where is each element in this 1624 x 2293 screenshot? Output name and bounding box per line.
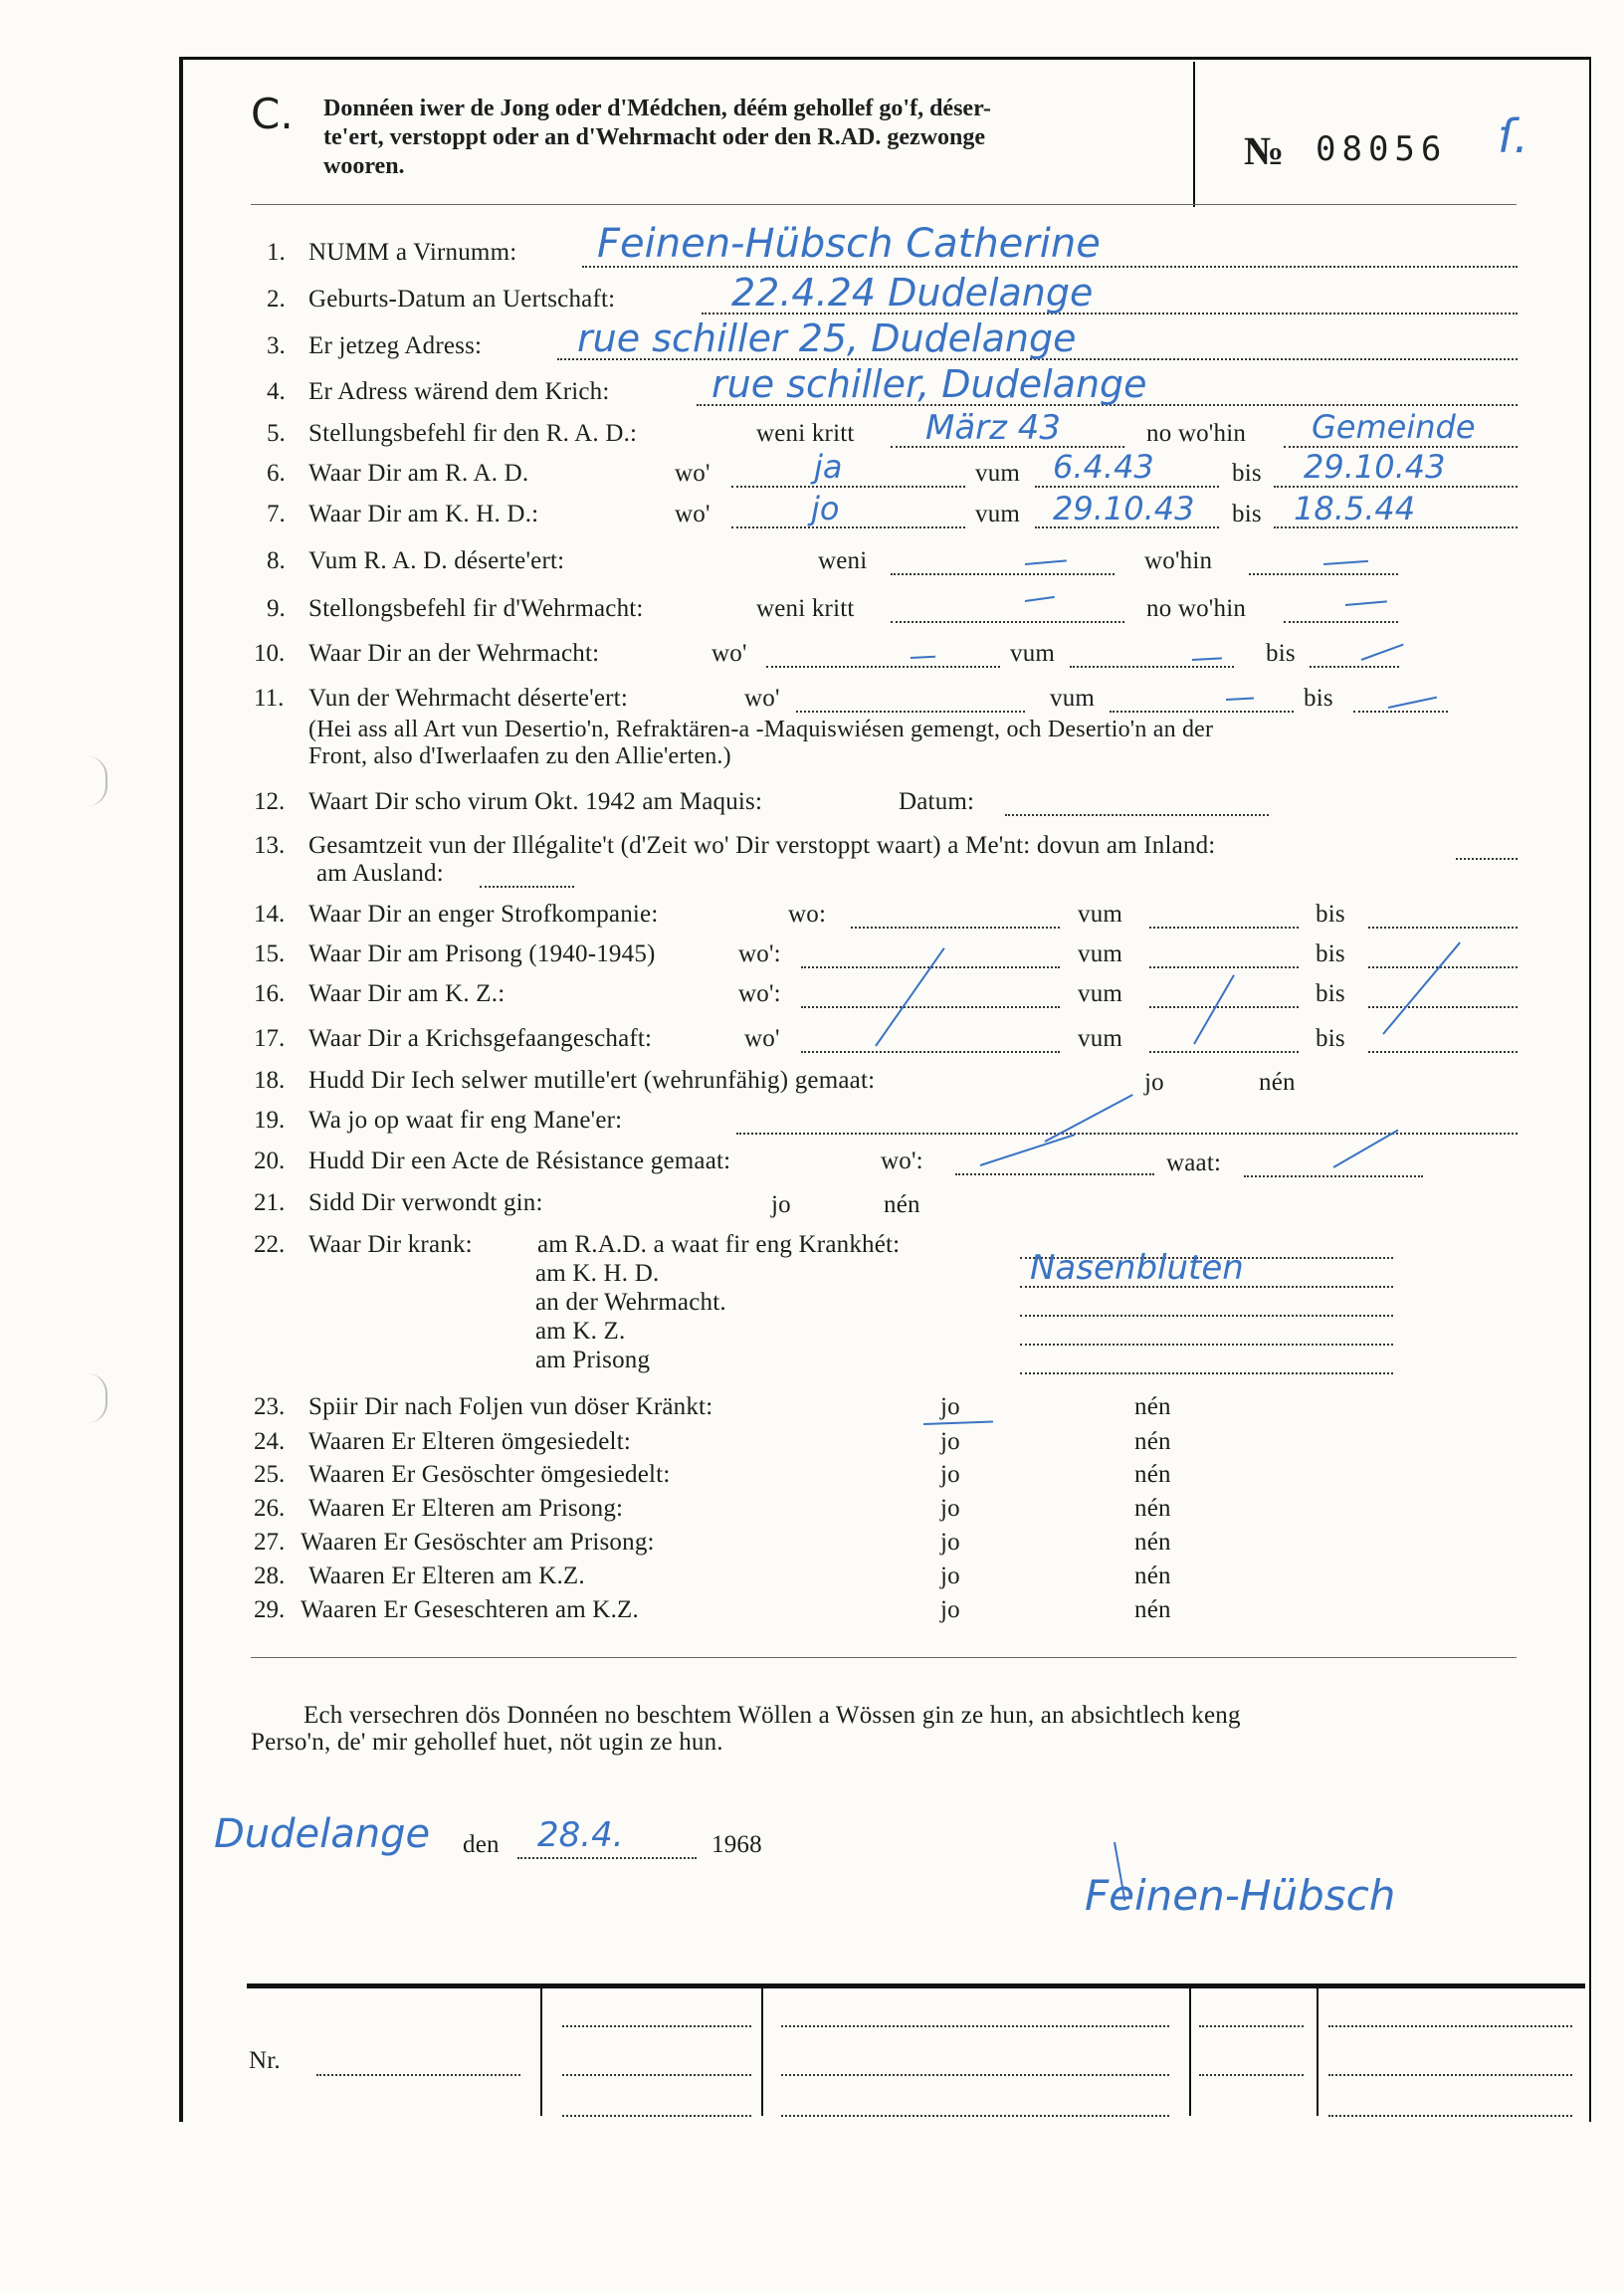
- illness-label: Waar Dir krank:: [308, 1231, 473, 1258]
- wehrmacht-order-label: Stellongsbefehl fir d'Wehrmacht:: [308, 595, 644, 622]
- kz-wo-label: wo':: [738, 980, 781, 1007]
- penal-company-vum-label: vum: [1078, 901, 1123, 928]
- footer-table-divider-4: [1317, 1986, 1319, 2116]
- manner-line: [736, 1133, 1518, 1135]
- self-mutilation-label: Hudd Dir Iech selwer mutille'ert (wehrunfähig) gemaat:: [308, 1067, 876, 1094]
- wehrmacht-desertion-wo-line: [796, 711, 1025, 713]
- title-line-2: te'ert, verstoppt oder an d'Wehrmacht oder den R.AD. gezwonge: [323, 124, 986, 150]
- maquis-label: Waart Dir scho virum Okt. 1942 am Maquis:: [308, 788, 763, 815]
- khd-bis-label: bis: [1232, 501, 1262, 527]
- siblings-kz-jo[interactable]: jo: [940, 1596, 960, 1623]
- row-number: 27.: [254, 1529, 286, 1556]
- illegality-label: Gesamtzeit vun der Illégalite't (d'Zeit wo' Dir verstoppt waart) a Me'nt: dovun am Inland:: [308, 832, 1216, 859]
- illness-prison-label: am Prisong: [535, 1347, 651, 1373]
- footer-col2-line-1: [562, 2025, 751, 2027]
- row-number: 18.: [254, 1067, 286, 1094]
- pow-label: Waar Dir a Krichsgefaangeschaft:: [308, 1025, 653, 1052]
- rad-wo-label: wo': [675, 460, 710, 487]
- row-number: 21.: [254, 1189, 286, 1216]
- illegality-inland-line: [1456, 858, 1518, 860]
- footer-col4-line-2: [1199, 2074, 1304, 2076]
- siblings-kz-nen[interactable]: nén: [1134, 1596, 1171, 1623]
- name-value[interactable]: Feinen-Hübsch Catherine: [597, 221, 1101, 267]
- parents-prison-nen[interactable]: nén: [1134, 1495, 1171, 1522]
- row-number: 7.: [267, 501, 286, 527]
- footer-table-divider-3: [1189, 1986, 1191, 2116]
- rad-vum-line: [1035, 486, 1219, 488]
- resistance-waat-label: waat:: [1166, 1149, 1222, 1176]
- footer-col4-line-1: [1199, 2025, 1304, 2027]
- penal-company-label: Waar Dir an enger Strofkompanie:: [308, 901, 659, 928]
- header-divider: [1193, 62, 1195, 207]
- footer-col5-line-1: [1328, 2025, 1572, 2027]
- prison-label: Waar Dir am Prisong (1940-1945): [308, 940, 656, 967]
- kz-vum-line: [1149, 1006, 1299, 1008]
- rad-wo-value[interactable]: ja: [814, 448, 843, 486]
- illness-khd-value[interactable]: Nasenbluten: [1030, 1248, 1244, 1288]
- current-address-label: Er jetzeg Adress:: [308, 332, 483, 359]
- current-address-value[interactable]: rue schiller 25, Dudelange: [577, 316, 1077, 360]
- parents-prison-jo[interactable]: jo: [940, 1495, 960, 1522]
- signature-value[interactable]: Feinen-Hübsch: [1085, 1871, 1396, 1920]
- pow-wo-line: [801, 1051, 1060, 1053]
- row-number: 28.: [254, 1563, 286, 1589]
- siblings-resettled-jo[interactable]: jo: [940, 1461, 960, 1488]
- self-mutilation-jo[interactable]: jo: [1144, 1069, 1164, 1096]
- wehrmacht-label: Waar Dir an der Wehrmacht:: [308, 640, 600, 667]
- khd-wo-line: [731, 526, 965, 528]
- kz-bis-line: [1368, 1006, 1518, 1008]
- footer-col5-line-2: [1328, 2074, 1572, 2076]
- wehrmacht-desertion-label: Vun der Wehrmacht déserte'ert:: [308, 685, 628, 712]
- wehrmacht-order-when-line: [891, 621, 1124, 623]
- rad-desertion-label: Vum R. A. D. déserte'ert:: [308, 547, 565, 574]
- wehrmacht-bis-label: bis: [1266, 640, 1296, 667]
- title-line-1: Donnéen iwer de Jong oder d'Médchen, déém gehollef go'f, déser-: [323, 96, 991, 121]
- rad-bis-value[interactable]: 29.10.43: [1304, 448, 1446, 486]
- wounded-label: Sidd Dir verwondt gin:: [308, 1189, 543, 1216]
- parents-resettled-label: Waaren Er Elteren ömgesiedelt:: [308, 1428, 631, 1455]
- prison-bis-label: bis: [1316, 940, 1345, 967]
- rad-order-nowohin-label: no wo'hin: [1146, 420, 1247, 447]
- parents-kz-label: Waaren Er Elteren am K.Z.: [308, 1563, 585, 1589]
- kz-label: Waar Dir am K. Z.:: [308, 980, 506, 1007]
- parents-kz-nen[interactable]: nén: [1134, 1563, 1171, 1589]
- row-number: 8.: [267, 547, 286, 574]
- wehrmacht-vum-line: [1070, 666, 1234, 668]
- signature-date-line: [517, 1857, 697, 1859]
- row-number: 29.: [254, 1596, 286, 1623]
- penal-company-bis-line: [1368, 927, 1518, 929]
- penal-company-vum-line: [1149, 927, 1299, 929]
- row-number: 25.: [254, 1461, 286, 1488]
- footer-table-divider-1: [540, 1986, 542, 2116]
- siblings-resettled-nen[interactable]: nén: [1134, 1461, 1171, 1488]
- rad-desertion-when-line: [891, 573, 1115, 575]
- row-number: 17.: [254, 1025, 286, 1052]
- pow-wo-label: wo': [744, 1025, 780, 1052]
- pow-vum-label: vum: [1078, 1025, 1123, 1052]
- pow-vum-line: [1149, 1051, 1299, 1053]
- rad-desertion-wohin-label: wo'hin: [1144, 547, 1213, 574]
- parents-resettled-jo[interactable]: jo: [940, 1428, 960, 1455]
- wehrmacht-order-weni-label: weni kritt: [756, 595, 855, 622]
- khd-vum-value[interactable]: 29.10.43: [1053, 490, 1195, 527]
- penal-company-wo-line: [851, 927, 1060, 929]
- resistance-wo-label: wo':: [881, 1147, 923, 1174]
- row-number: 20.: [254, 1147, 286, 1174]
- maquis-datum-label: Datum:: [899, 788, 975, 815]
- resistance-waat-line: [1244, 1175, 1423, 1177]
- footer-table-top: [247, 1983, 1585, 1988]
- war-address-value[interactable]: rue schiller, Dudelange: [711, 362, 1147, 406]
- kz-wo-line: [801, 1006, 1060, 1008]
- footer-col2-line-3: [562, 2115, 751, 2117]
- rad-order-when-value[interactable]: März 43: [925, 408, 1062, 448]
- illegality-ausland-line: [480, 886, 574, 888]
- parents-kz-jo[interactable]: jo: [940, 1563, 960, 1589]
- footer-nr-label: Nr.: [249, 2047, 281, 2074]
- row-number: 23.: [254, 1393, 286, 1420]
- rad-label: Waar Dir am R. A. D.: [308, 460, 529, 487]
- wehrmacht-wo-line: [766, 666, 1000, 668]
- footer-col2-line-2: [562, 2074, 751, 2076]
- wehrmacht-order-nowohin-label: no wo'hin: [1146, 595, 1247, 622]
- birth-value[interactable]: 22.4.24 Dudelange: [731, 271, 1094, 314]
- row-number: 12.: [254, 788, 286, 815]
- number-value: 08056: [1316, 129, 1448, 169]
- khd-wo-label: wo': [675, 501, 710, 527]
- prison-bis-line: [1368, 966, 1518, 968]
- row-number: 26.: [254, 1495, 286, 1522]
- rad-wo-line: [731, 486, 965, 488]
- row-number: 5.: [267, 420, 286, 447]
- parents-resettled-nen[interactable]: nén: [1134, 1428, 1171, 1455]
- siblings-kz-label: Waaren Er Geseschteren am K.Z.: [301, 1596, 639, 1623]
- siblings-prison-jo[interactable]: jo: [940, 1529, 960, 1556]
- row-number: 24.: [254, 1428, 286, 1455]
- prison-vum-line: [1149, 966, 1299, 968]
- row-number: 14.: [254, 901, 286, 928]
- desertion-note-1: (Hei ass all Art vun Desertio'n, Refraktären-a -Maquiswiésen gemengt, och Desertio'n an der: [308, 717, 1214, 742]
- penal-company-wo-label: wo:: [788, 901, 827, 928]
- khd-label: Waar Dir am K. H. D.:: [308, 501, 539, 527]
- self-mutilation-nen[interactable]: nén: [1259, 1069, 1296, 1096]
- illness-wehrmacht-line: [1020, 1315, 1393, 1317]
- prison-wo-label: wo':: [738, 940, 781, 967]
- kz-bis-label: bis: [1316, 980, 1345, 1007]
- row-number: 6.: [267, 460, 286, 487]
- declaration-line-2: Perso'n, de' mir gehollef huet, nöt ugin ze hun.: [251, 1729, 723, 1756]
- punch-hole-bottom: [88, 1373, 107, 1423]
- row-number: 11.: [254, 685, 285, 712]
- section-title: [323, 95, 991, 181]
- consequences-jo[interactable]: jo: [940, 1393, 960, 1420]
- khd-bis-value[interactable]: 18.5.44: [1294, 490, 1416, 527]
- illness-khd-label: am K. H. D.: [535, 1260, 660, 1287]
- consequences-nen[interactable]: nén: [1134, 1393, 1171, 1420]
- illness-kz-label: am K. Z.: [535, 1318, 626, 1345]
- punch-hole-top: [88, 756, 107, 806]
- resistance-wo-line: [955, 1173, 1154, 1175]
- illness-prison-line: [1020, 1372, 1393, 1374]
- rad-desertion-weni-label: weni: [818, 547, 868, 574]
- rad-desertion-where-line: [1249, 573, 1398, 575]
- desertion-note-2: Front, also d'Iwerlaafen zu den Allie'erten.): [308, 743, 731, 769]
- birth-label: Geburts-Datum an Uertschaft:: [308, 286, 616, 313]
- illness-rad-label: am R.A.D. a waat fir eng Krankhét:: [537, 1231, 901, 1258]
- signature-place[interactable]: Dudelange: [214, 1811, 431, 1857]
- row-number: 1.: [267, 239, 286, 266]
- wehrmacht-desertion-wo-label: wo': [744, 685, 780, 712]
- row-number: 10.: [254, 640, 286, 667]
- wehrmacht-desertion-bis-label: bis: [1304, 685, 1333, 712]
- war-address-label: Er Adress wärend dem Krich:: [308, 378, 610, 405]
- parents-prison-label: Waaren Er Elteren am Prisong:: [308, 1495, 624, 1522]
- khd-vum-label: vum: [975, 501, 1021, 527]
- row-number: 13.: [254, 832, 286, 859]
- illegality-ausland-label: am Ausland:: [316, 860, 444, 887]
- initials-mark: ſ.: [1498, 109, 1528, 163]
- siblings-prison-label: Waaren Er Gesöschter am Prisong:: [301, 1529, 655, 1556]
- row-number: 15.: [254, 940, 286, 967]
- wounded-nen[interactable]: nén: [884, 1191, 920, 1218]
- row-number: 16.: [254, 980, 286, 1007]
- wehrmacht-order-where-line: [1284, 621, 1398, 623]
- declaration-line-1: Ech versechren dös Donnéen no beschtem Wöllen a Wössen gin ze hun, an absichtlech keng: [304, 1702, 1241, 1729]
- kz-vum-label: vum: [1078, 980, 1123, 1007]
- title-line-3: wooren.: [323, 153, 405, 179]
- pow-bis-line: [1368, 1051, 1518, 1053]
- name-label: NUMM a Virnumm:: [308, 239, 517, 266]
- header-rule: [251, 204, 1517, 205]
- illness-kz-line: [1020, 1344, 1393, 1346]
- penal-company-bis-label: bis: [1316, 901, 1345, 928]
- maquis-datum-line: [1005, 814, 1269, 816]
- rad-order-where-value[interactable]: Gemeinde: [1312, 408, 1476, 446]
- footer-nr-line: [316, 2074, 520, 2076]
- footer-table-divider-2: [761, 1986, 763, 2116]
- signature-den-label: den: [463, 1831, 500, 1858]
- resistance-label: Hudd Dir een Acte de Résistance gemaat:: [308, 1147, 731, 1174]
- footer-col3-line-3: [781, 2115, 1169, 2117]
- wehrmacht-desertion-bis-line: [1353, 711, 1448, 713]
- consequences-label: Spiir Dir nach Foljen vun döser Kränkt:: [308, 1393, 713, 1420]
- wounded-jo[interactable]: jo: [771, 1191, 791, 1218]
- wehrmacht-desertion-vum-label: vum: [1050, 685, 1096, 712]
- wehrmacht-wo-label: wo': [711, 640, 747, 667]
- signature-year: 1968: [711, 1831, 762, 1858]
- row-number: 3.: [267, 332, 286, 359]
- illness-wehrmacht-label: an der Wehrmacht.: [535, 1289, 726, 1316]
- footer-col3-line-1: [781, 2025, 1169, 2027]
- rad-bis-line: [1274, 486, 1518, 488]
- wehrmacht-vum-label: vum: [1010, 640, 1056, 667]
- section-letter: C.: [251, 90, 294, 138]
- siblings-prison-nen[interactable]: nén: [1134, 1529, 1171, 1556]
- wehrmacht-desertion-vum-line: [1110, 711, 1294, 713]
- wehrmacht-bis-line: [1310, 666, 1399, 668]
- row-number: 22.: [254, 1231, 286, 1258]
- footer-col3-line-2: [781, 2074, 1169, 2076]
- rad-bis-label: bis: [1232, 460, 1262, 487]
- row-number: 4.: [267, 378, 286, 405]
- rad-vum-label: vum: [975, 460, 1021, 487]
- declaration-rule: [251, 1657, 1517, 1658]
- siblings-resettled-label: Waaren Er Gesöschter ömgesiedelt:: [308, 1461, 671, 1488]
- rad-vum-value[interactable]: 6.4.43: [1053, 448, 1154, 486]
- rad-order-weni-label: weni kritt: [756, 420, 855, 447]
- footer-col5-line-3: [1328, 2115, 1572, 2117]
- prison-vum-label: vum: [1078, 940, 1123, 967]
- khd-wo-value[interactable]: jo: [811, 490, 840, 527]
- row-number: 19.: [254, 1107, 286, 1134]
- manner-label: Wa jo op waat fir eng Mane'er:: [308, 1107, 623, 1134]
- signature-date-value[interactable]: 28.4.: [537, 1815, 624, 1855]
- rad-order-label: Stellungsbefehl fir den R. A. D.:: [308, 420, 638, 447]
- row-number: 2.: [267, 286, 286, 313]
- row-number: 9.: [267, 595, 286, 622]
- number-label: №: [1244, 128, 1285, 173]
- pow-bis-label: bis: [1316, 1025, 1345, 1052]
